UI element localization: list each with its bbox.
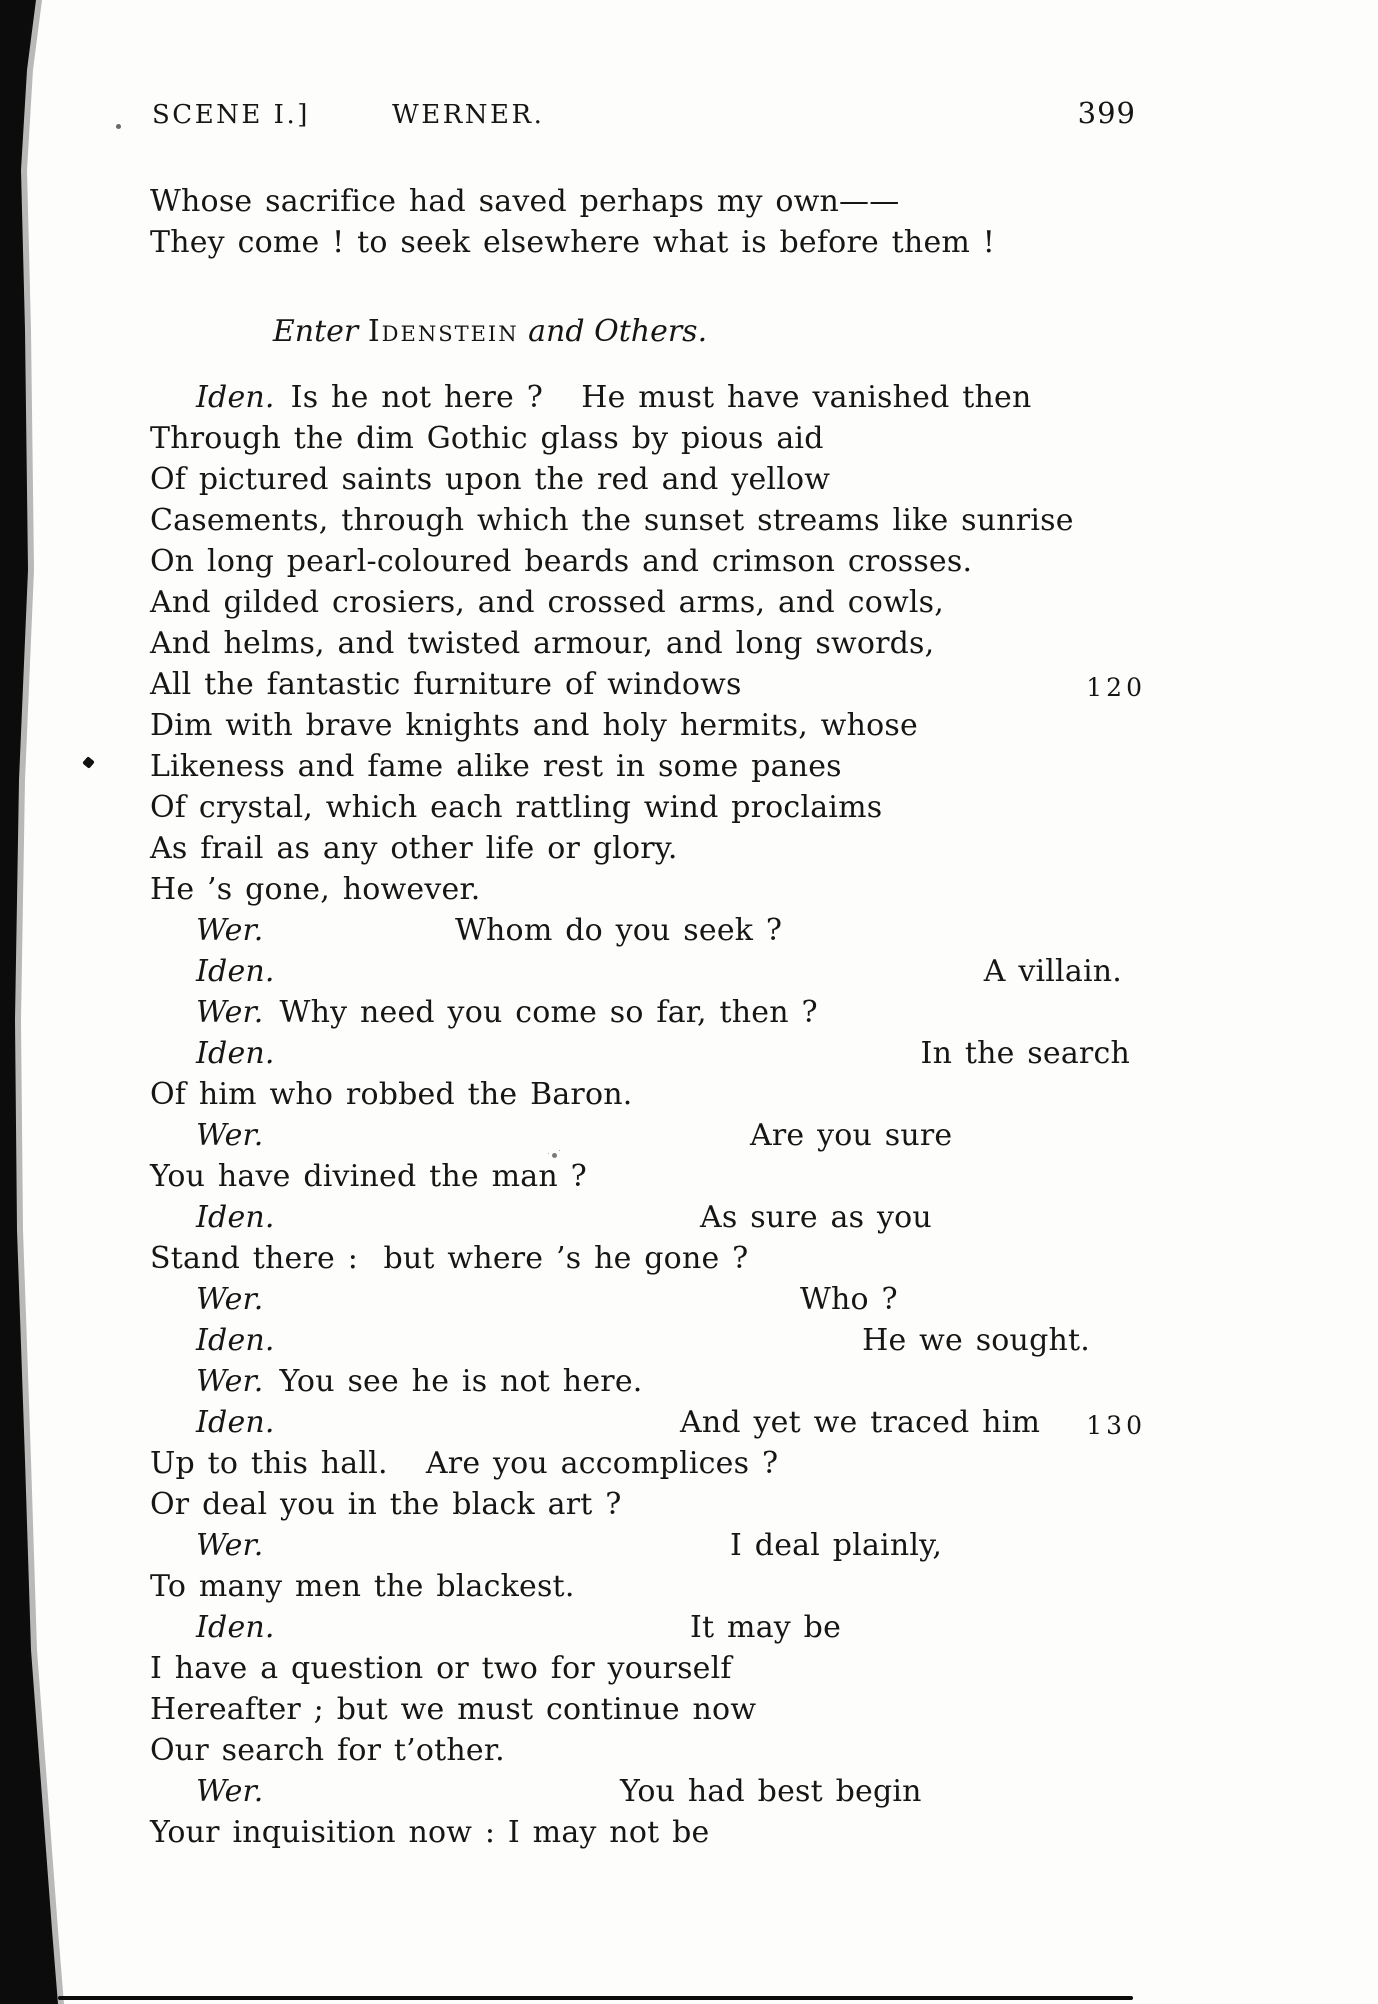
verse-line — [150, 706, 1150, 747]
speaker-label: Iden. — [196, 1200, 275, 1235]
verse-line-number: 130 — [1086, 1411, 1146, 1440]
line-text: He ’s gone, however. — [150, 872, 481, 907]
ink-speck — [116, 124, 121, 129]
ink-speck — [82, 756, 95, 769]
verse-line — [150, 1567, 1150, 1608]
verse-line — [150, 1280, 1150, 1321]
page-number: 399 — [1077, 96, 1136, 130]
speaker-label: Iden. — [196, 380, 275, 415]
verse-line — [150, 1239, 1150, 1280]
verse-line — [150, 911, 1150, 952]
line-text: And yet we traced him — [680, 1405, 1041, 1440]
verse-line — [150, 1608, 1150, 1649]
line-text: Whom do you seek ? — [455, 913, 783, 948]
verse-line — [150, 419, 1150, 460]
verse-line — [150, 1731, 1150, 1772]
line-text: And helms, and twisted armour, and long swords, — [150, 626, 935, 661]
line-text: As sure as you — [700, 1200, 932, 1235]
ink-smudge — [544, 1146, 564, 1164]
verse-line — [150, 223, 1150, 264]
verse-line — [150, 1403, 1150, 1444]
line-text: Likeness and fame alike rest in some panes — [150, 749, 842, 784]
verse-line — [150, 378, 1150, 419]
text-column — [150, 0, 1150, 1854]
verse-line — [150, 870, 1150, 911]
verse-line — [150, 747, 1150, 788]
speaker-label: Iden. — [196, 954, 275, 989]
scene-label: SCENE I.] — [152, 100, 310, 130]
verse-line — [150, 1157, 1150, 1198]
verse-line — [150, 1075, 1150, 1116]
line-text: Of pictured saints upon the red and yellow — [150, 462, 831, 497]
speaker-label: Wer. — [196, 1528, 264, 1563]
line-text: You have divined the man ? — [150, 1159, 587, 1194]
line-text: He we sought. — [862, 1323, 1090, 1358]
verse-line — [150, 1444, 1150, 1485]
line-text: Up to this hall. Are you accomplices ? — [150, 1446, 779, 1481]
verse-line — [150, 829, 1150, 870]
verse-line-number: 120 — [1086, 673, 1146, 702]
verse-line — [150, 1321, 1150, 1362]
speaker-label: Wer. — [196, 1282, 264, 1317]
line-text: As frail as any other life or glory. — [150, 831, 678, 866]
line-text: I have a question or two for yourself — [150, 1651, 732, 1686]
verse-line — [150, 1198, 1150, 1239]
line-text: And gilded crosiers, and crossed arms, and cowls, — [150, 585, 944, 620]
line-text: I deal plainly, — [730, 1528, 943, 1563]
character-name: Idenstein — [367, 314, 519, 349]
line-text: Who ? — [800, 1282, 898, 1317]
page-header — [150, 96, 1150, 134]
verse-line — [150, 665, 1150, 706]
verse-line — [150, 1526, 1150, 1567]
verse-line — [150, 1772, 1150, 1813]
verse-line — [150, 460, 1150, 501]
verse-line — [150, 788, 1150, 829]
verse-line — [150, 542, 1150, 583]
line-text: Stand there : but where ’s he gone ? — [150, 1241, 749, 1276]
bottom-scan-line — [58, 1996, 1133, 2000]
line-text: Whose sacrifice had saved perhaps my own—— — [150, 184, 900, 219]
speaker-label: Iden. — [196, 1610, 275, 1645]
line-text: Our search for t’other. — [150, 1733, 505, 1768]
line-text: In the search — [920, 1036, 1130, 1071]
line-text: Is he not here ? He must have vanished then — [290, 380, 1032, 415]
verse-line — [150, 1485, 1150, 1526]
line-text: All the fantastic furniture of windows — [150, 667, 742, 702]
speaker-label: Iden. — [196, 1323, 275, 1358]
stage-direction-post: and Others. — [528, 314, 708, 349]
speaker-label: Iden. — [196, 1405, 275, 1440]
line-text: Through the dim Gothic glass by pious aid — [150, 421, 824, 456]
line-text: Why need you come so far, then ? — [279, 995, 818, 1030]
line-text: You had best begin — [620, 1774, 922, 1809]
line-text: Dim with brave knights and holy hermits, whose — [150, 708, 918, 743]
verse-line — [150, 501, 1150, 542]
speaker-label: Wer. — [196, 1364, 264, 1399]
scan-gutter-artifact — [0, 0, 70, 2004]
verse-line — [150, 1034, 1150, 1075]
verse-line — [150, 182, 1150, 223]
verse-line — [150, 1813, 1150, 1854]
verse-line — [150, 1116, 1150, 1157]
line-text: To many men the blackest. — [150, 1569, 575, 1604]
speaker-label: Wer. — [196, 1774, 264, 1809]
speaker-label: Wer. — [196, 913, 264, 948]
line-text: Or deal you in the black art ? — [150, 1487, 622, 1522]
verse-line — [150, 1362, 1150, 1403]
speaker-label: Wer. — [196, 995, 264, 1030]
verse-line — [150, 1649, 1150, 1690]
verse-line — [150, 624, 1150, 665]
running-title: WERNER. — [392, 100, 545, 130]
speaker-label: Wer. — [196, 1118, 264, 1153]
line-text: On long pearl-coloured beards and crimson crosses. — [150, 544, 973, 579]
verse-line — [150, 583, 1150, 624]
line-text: They come ! to seek elsewhere what is before them ! — [150, 225, 996, 260]
verse-line — [150, 952, 1150, 993]
line-text: Your inquisition now : I may not be — [150, 1815, 710, 1850]
line-text: You see he is not here. — [279, 1364, 643, 1399]
line-text: Casements, through which the sunset streams like sunrise — [150, 503, 1074, 538]
line-text: Are you sure — [750, 1118, 953, 1153]
line-text: Hereafter ; but we must continue now — [150, 1692, 757, 1727]
verse-line — [150, 1690, 1150, 1731]
line-text: A villain. — [983, 954, 1122, 989]
line-text: Of crystal, which each rattling wind proclaims — [150, 790, 883, 825]
stage-direction — [150, 312, 830, 353]
speaker-label: Iden. — [196, 1036, 275, 1071]
line-text: It may be — [690, 1610, 842, 1645]
verse-line — [150, 993, 1150, 1034]
line-text: Of him who robbed the Baron. — [150, 1077, 633, 1112]
stage-direction-pre: Enter — [272, 314, 359, 349]
